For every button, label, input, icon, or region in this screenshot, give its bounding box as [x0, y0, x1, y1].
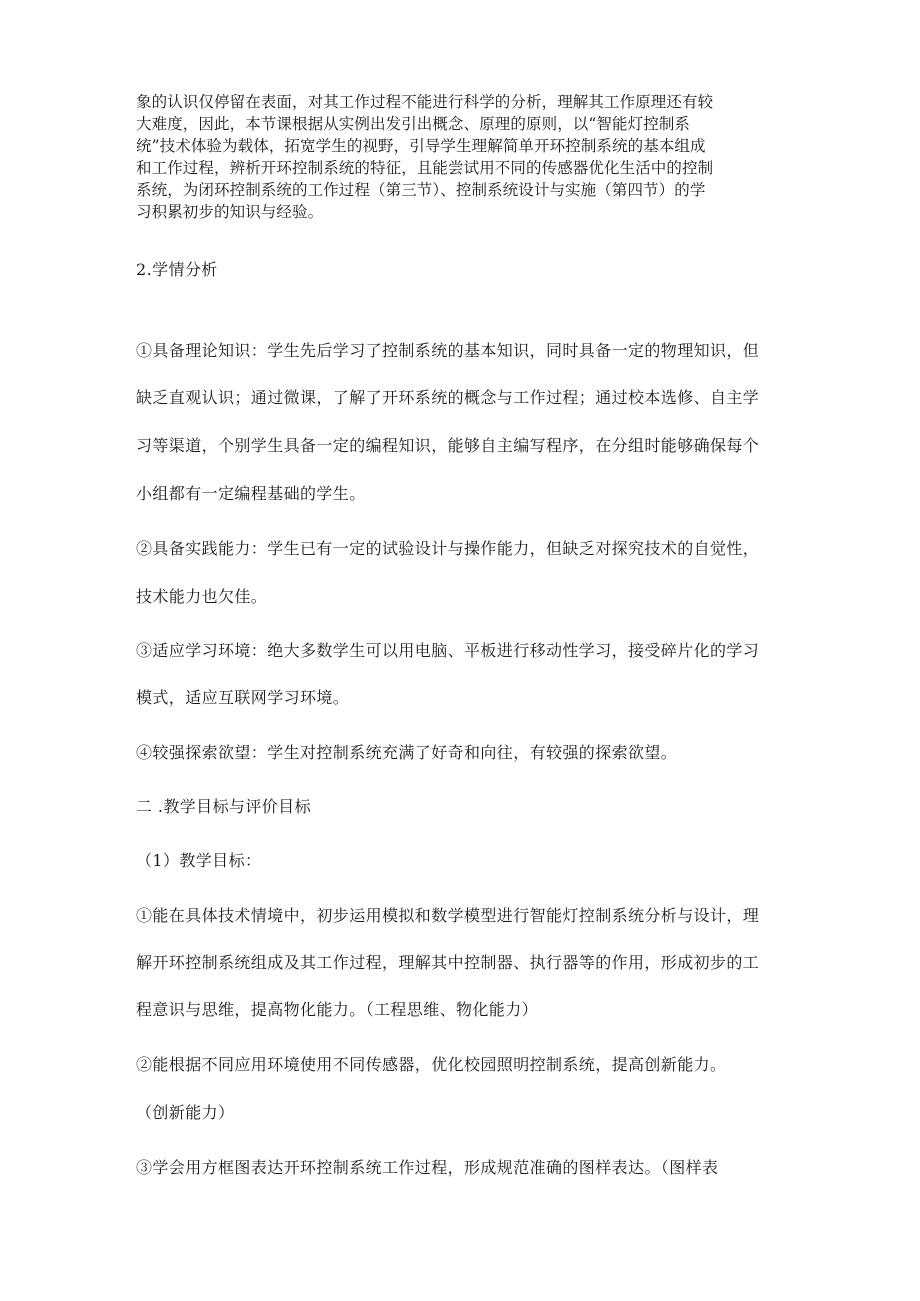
intro-line: 和工作过程，辨析开环控制系统的特征，且能尝试用不同的传感器优化生活中的控制	[136, 159, 714, 177]
paragraph-line: 模式，适应互联网学习环境。	[136, 688, 350, 707]
paragraph-line: ④较强探索欲望：学生对控制系统充满了好奇和向往，有较强的探索欲望。	[136, 743, 678, 762]
paragraph-line: 缺乏直观认识；通过微课，了解了开环系统的概念与工作过程；通过校本选修、自主学	[136, 388, 760, 407]
paragraph-line: ②具备实践能力：学生已有一定的试验设计与操作能力，但缺乏对探究技术的自觉性，	[136, 539, 760, 558]
intro-line: 统”技术体验为载体，拓宽学生的视野，引导学生理解简单开环控制系统的基本组成	[136, 137, 706, 155]
paragraph-line: ②能根据不同应用环境使用不同传感器，优化校园照明控制系统，提高创新能力。	[136, 1055, 727, 1074]
section-heading-goals: 二 .教学目标与评价目标	[136, 797, 311, 816]
paragraph-line: 习等渠道，个别学生具备一定的编程知识，能够自主编写程序，在分组时能够确保每个	[136, 436, 760, 455]
paragraph-line: ③适应学习环境：绝大多数学生可以用电脑、平板进行移动性学习，接受碎片化的学习	[136, 641, 760, 660]
subheading-teaching-goals: （1）教学目标：	[136, 851, 262, 870]
paragraph-line: 程意识与思维，提高物化能力。（工程思维、物化能力）	[136, 1000, 539, 1019]
paragraph-line: ③学会用方框图表达开环控制系统工作过程，形成规范准确的图样表达。（图样表	[136, 1158, 719, 1177]
intro-line: 习积累初步的知识与经验。	[136, 203, 324, 221]
paragraph-line: 小组都有一定编程基础的学生。	[136, 484, 366, 503]
paragraph-line: ①能在具体技术情境中，初步运用模拟和数学模型进行智能灯控制系统分析与设计，理	[136, 906, 760, 925]
intro-line: 系统，为闭环控制系统的工作过程（第三节）、控制系统设计与实施（第四节）的学	[136, 181, 706, 199]
section-heading-student-analysis: 2.学情分析	[136, 260, 218, 279]
intro-line: 大难度，因此，本节课根据从实例出发引出概念、原理的原则，以“智能灯控制系	[136, 115, 691, 133]
paragraph-line: （创新能力）	[136, 1103, 235, 1122]
intro-line: 象的认识仅停留在表面，对其工作过程不能进行科学的分析，理解其工作原理还有较	[136, 93, 714, 111]
paragraph-line: 技术能力也欠佳。	[136, 587, 268, 606]
paragraph-line: 解开环控制系统组成及其工作过程，理解其中控制器、执行器等的作用，形成初步的工	[136, 953, 760, 972]
paragraph-line: ①具备理论知识：学生先后学习了控制系统的基本知识，同时具备一定的物理知识，但	[136, 341, 760, 360]
